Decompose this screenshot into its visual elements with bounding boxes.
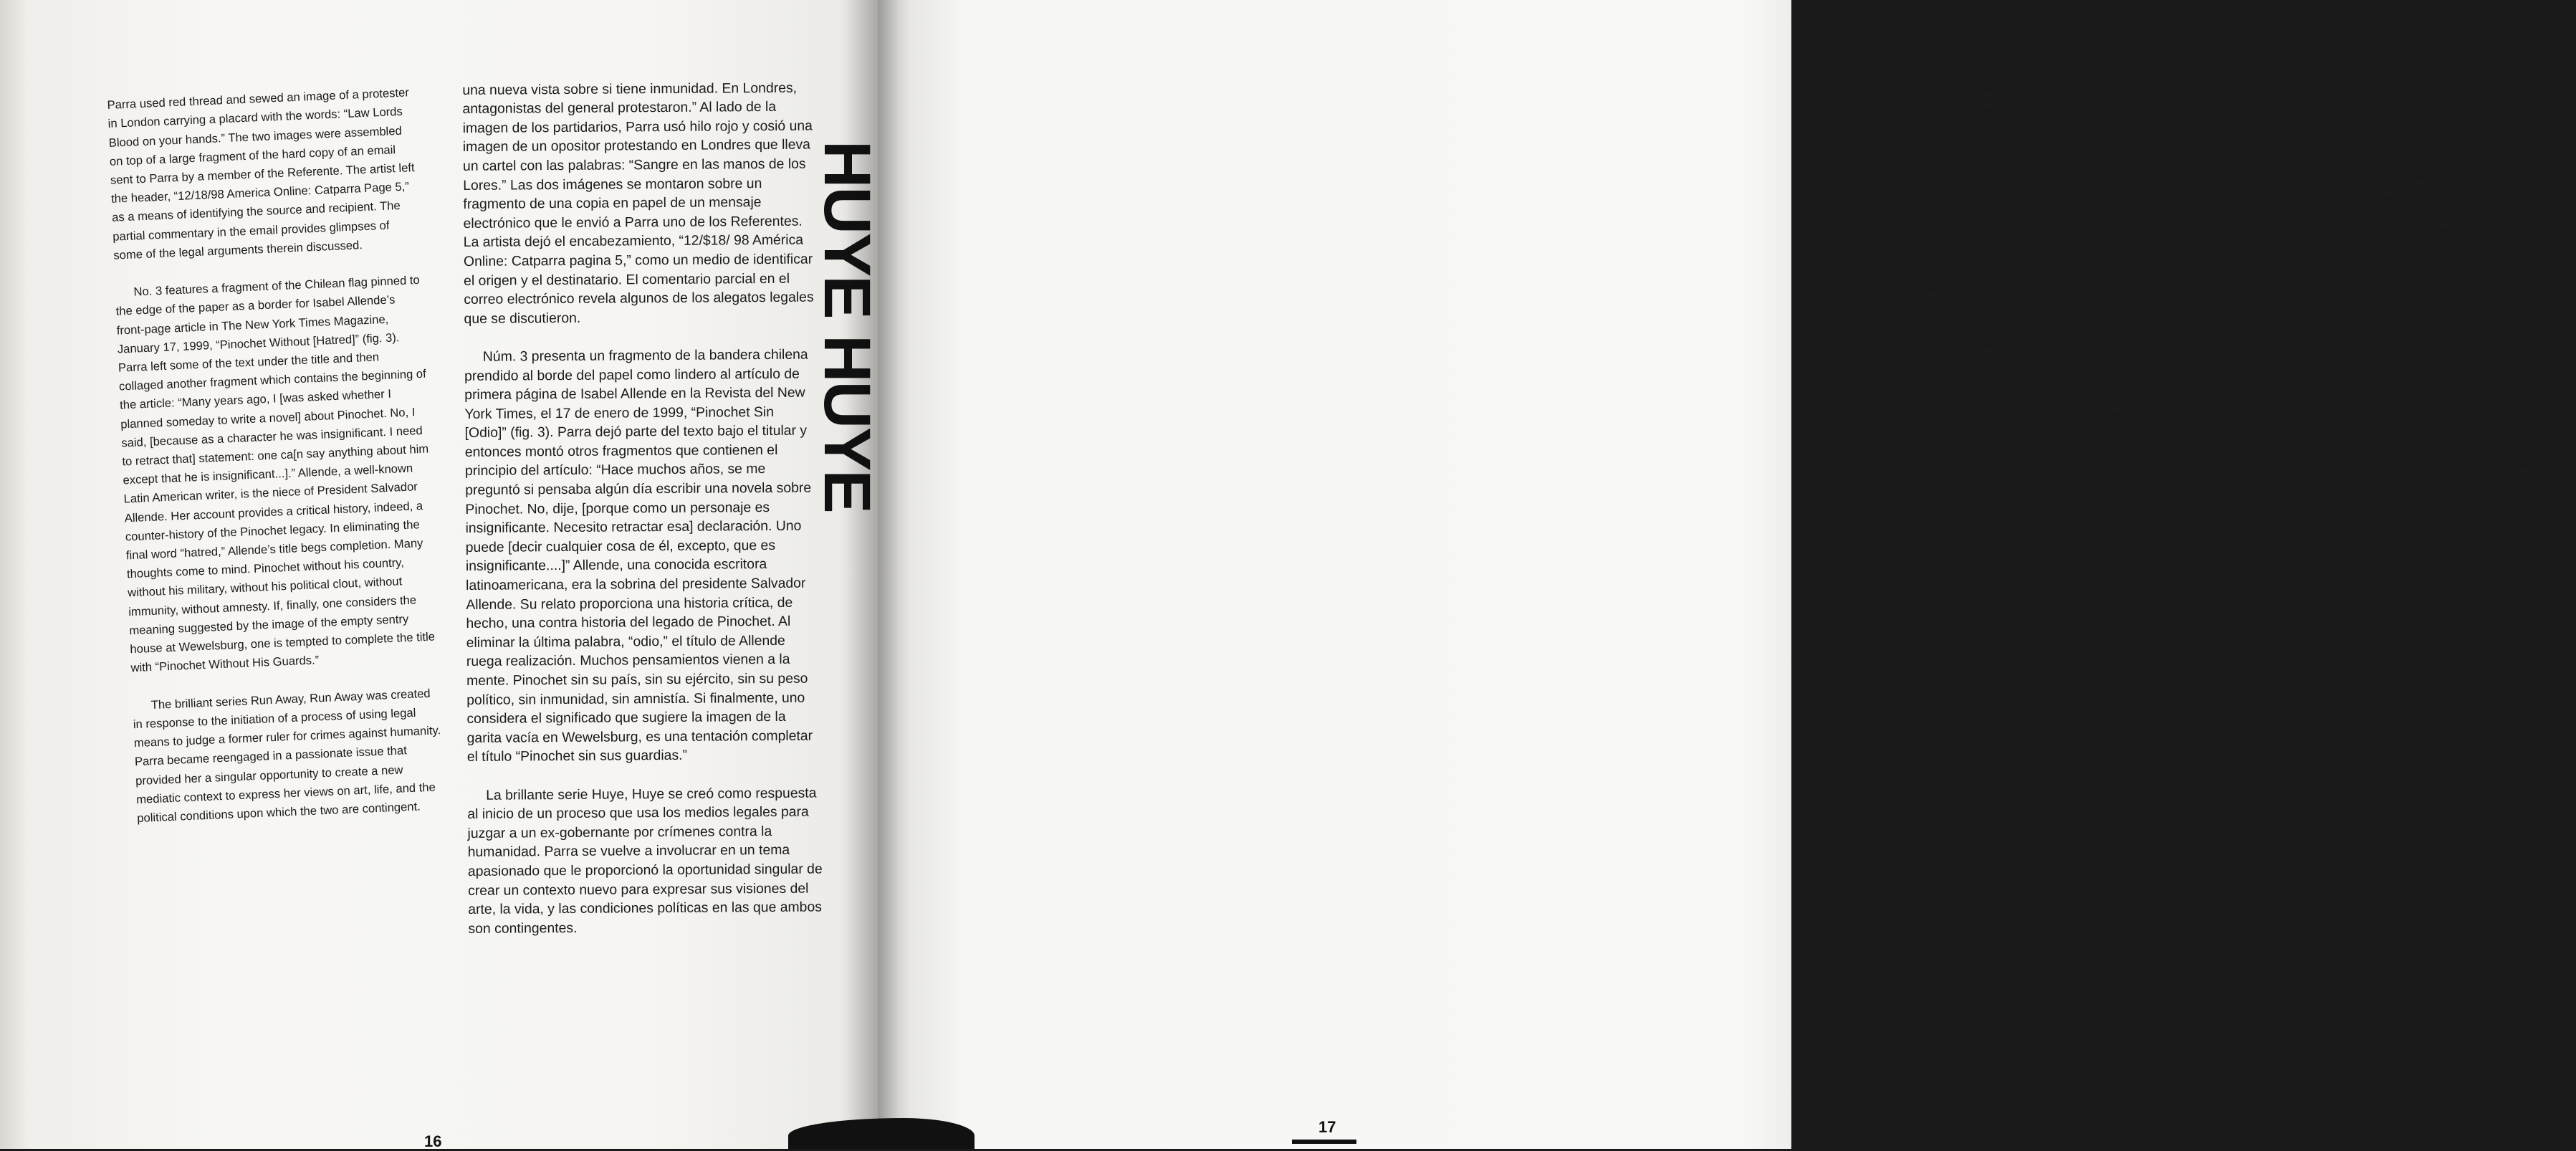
- endnote: [2231, 601, 2567, 630]
- endnote: [1842, 555, 2178, 581]
- endnote-text: Parra visited the castle when she taught art in the nearby town of Paderborn, Germany, in the summer of 1995. Author in conversation with the artist, March 9, 2000.: [1867, 467, 2163, 500]
- endnote-text: Pinochet, quien fue dictador de Chile de 1973 a 1990, recibió una orden de arresto provisional por el asesinato de ciudadanos españoles entre septiembre 11, 1973 y diciembre 31, 1983. Dos días más tarde el juez Baltazar Garzón emitió una segunda orden de arresto internacional, bajo acusaciones por delitos de genocidio y terrorismo.: [2260, 237, 2572, 295]
- endnote-number: 9: [1842, 511, 1847, 521]
- endnote: [1843, 422, 2180, 460]
- endnote-number: 1: [1846, 87, 1852, 98]
- endnote-number: 7: [1843, 422, 1848, 432]
- endnote: [1845, 220, 2183, 269]
- endnote-text: Para ese texto, Parra se apropió la mayoría del título de un libro que había leído por Karl Huser, Wewelsburg 1933–1945 Kult-und Terrorstätte der SS, Eine Dokumentation (Paderborn: Verlag Bonifatius, 1982).: [2256, 559, 2557, 596]
- english-endnotes: [1842, 87, 2183, 591]
- endnote: [2233, 370, 2572, 457]
- endnote-number: 6: [2234, 371, 2240, 381]
- paragraph: Núm. 3 presenta un fragmento de la bandera chilena prendido al borde del papel como lindero al artículo de primera página de Isabel Allende en la Revista del New York Times, el 17 de enero de 1999, “Pinochet Sin [Odio]” (fig. 3). Parra dejó parte del texto bajo el titular y entonces montó otros fragmentos que contienen el principio del artículo: “Hace muchos años, se me preguntó si pensaba algún día escribir una novela sobre Pinochet. No, dije, [porque como un personaje es insignificante. Necesito retractar esa] declaración. Uno puede [decir cualquier cosa de él, excepto, que es insignificante....]” Allende, una conocida escritora latinoamericana, era la sobrina del presidente Salvador Allende. Su relato proporciona una historia crítica, de hecho, una contra historia del legado de Pinochet. Al eliminar la última palabra, “odio,” el título de Allende ruega realización. Muchos pensamientos vienen a la mente. Pinochet sin su país, sin su ejército, sin su peso político, sin inmunidad, sin amnistía. Si finalmente, uno considera el significado que sugiere la imagen de la garita vacía en Wewelsburg, es una tentación completar el título “Pinochet sin sus guardias.”: [464, 346, 813, 765]
- endnote-number: 4: [1845, 220, 1850, 230]
- endnote-text: Pinochet, who was dictator of Chile 1973–90, received a provisional warrant for the murder of Spanish citizens in Chile between September 11, 1973 and December 31, 1983. Two days later, on October 18, Judge Baltasar Garzón in Madrid issued a second international warrant of arrest, alleging crimes of genocide and terrorism.: [1869, 221, 2179, 268]
- endnote: [1847, 87, 2183, 125]
- endnote: [1845, 187, 2182, 214]
- endnote-text: El 18 de enero, 1999, comenzaron nuevas audiencias en la Cámara de los Lores. El 24 de marzo los Lores judiciales denegaron la inmunidad a Pinochet.: [2255, 602, 2562, 629]
- right-page: [878, 0, 2574, 1149]
- endnote-text: Patricio Navia, candidato al doctorado en la facultad de política de la Universidad de Nueva York, creó el grupo, el cual se involucró en asuntos políticos y culturales de Chile. Después del arresto de Pinochet, Navia envió a los miembros del grupo artículos y comentarios sobre una variedad de asuntos acerca del desenvolvimiento en el caso del general retirado.: [2259, 304, 2568, 364]
- endnote: [1842, 466, 2179, 504]
- endnote-number: 3: [2237, 205, 2243, 216]
- endnote-number: 10: [1842, 555, 1852, 565]
- endnote: [1842, 510, 2179, 548]
- endnote-text: En las primeras etapas del caso, la defensa de Pinochet consideraba que ningún tribunal en Chile procesaría al ex-presidente porque él estaba protegido por una ley de amnistía que prohibía su proceso por cualquier delito cometido entre 1973–1978.: [2256, 460, 2565, 507]
- endnote: [2233, 459, 2570, 511]
- endnote: [2235, 303, 2572, 366]
- endnote: [2238, 138, 2575, 201]
- page-number-right: 17: [1318, 1118, 1336, 1136]
- endnote: [2239, 95, 2576, 135]
- paragraph: Parra used red thread and sewed an image of a protester in London carrying a placard with the words: “Law Lords Blood on your hands.” The two images were assembled on top of a large fragment of the hard copy of an email sent to Parra by a member of the Referente. The artist left the header, “12/18/98 America Online: Catparra Page 5,” as a means of identifying the source and recipient. The partial commentary in the email provides glimpses of some of the legal arguments therein discussed.: [107, 85, 415, 262]
- endnote-number: 3: [1845, 188, 1851, 198]
- gutter-shadow: [846, 0, 910, 1149]
- endnote-number: 10: [2231, 602, 2241, 613]
- endnote: [2236, 237, 2574, 300]
- endnote-text: For historical background on Parra’s early artistic development in Germany and Chile, see Julia P. Herzberg, “Reconstructions,” Catalina Parra in Retrospect (New York: Lehman College Art Gallery, 1992), 7–17.: [1870, 88, 2173, 123]
- left-page: [0, 0, 878, 1149]
- endnote: [1844, 343, 2181, 416]
- endnote-text: On October 28, the High Court ruled that Pinochet was immune from prosecution because he was a former head of state. As a result of this ruling, the Spanish Judge Baltasar Garzón asked for an appeal, and the case went to the House of Lords. On November 25, the Law Lords ruled that the former head of state was not immune from prosecution. Then Pinochet’s defense asked the Law Lords to reconsider that decision because one of the Law Lords had ties to Amnesty International.: [1867, 343, 2176, 414]
- paragraph: La brillante serie Huye, Huye se creó como respuesta al inicio de un proceso que usa los medios legales para juzgar a un ex-gobernante por crímenes contra la humanidad. Parra se vuelve a involucrar en un tema apasionado que le proporcionó la oportunidad singular de crear un contexto nuevo para expresar sus visiones del arte, la vida, y las condiciones políticas en las que ambos son contingentes.: [467, 785, 823, 937]
- endnote: [2232, 515, 2570, 555]
- endnote: [1846, 132, 2183, 181]
- endnote-text: El 28 de octubre, el tribunal superior falló que Pinochet era inmune a procesamiento por ser un ex-jefe de estado. Como resultado de este fallo, el juez español, Baltazar Garzón pidió una apelación y el caso fue a la Cámara de los Lores. El 25 de noviembre los Lores judiciales fallaron que el ex-jefe de estado no era inmune a procesamiento. Entonces la defensa de Pinochet pidió a los Lores judiciales que reconsideraran la decisión debido a que uno de los Lores tenía lazos con Amnistía Internacional.: [2258, 371, 2570, 452]
- endnote-number: 2: [2238, 138, 2244, 149]
- endnote-text: Patricio Navia, a Ph.D. candidate in the Department of Politics at New York University, created the group, which were involved in cultural and political issues in Chile. Following Pinochet’s arrest, Navia sent members of the group articles and commentaries covering a variety of issues regarding the retired general’s evolving case.: [1868, 276, 2173, 333]
- endnote-text: Parra visitó el castillo cuando enseñó artes en el cercano pueblo de Paderborn, Alemania en el verano de 1995. La autora conversando con la artista, marzo 9, 2000.: [2256, 515, 2555, 550]
- endnote-number: 5: [2236, 304, 2241, 315]
- endnote-text: A photomontage consists of fragments of images or of texts and images selected from printed material that are recombined to form a new composition. The newly assembled texts, which often include photographic material, interact to produce meanings different from those originally intended before the artist excised them.: [1869, 132, 2168, 180]
- endnote-number: 8: [1842, 467, 1848, 477]
- folio-rule: [1292, 1140, 1356, 1144]
- endnote-text: The full-page ad was written for IKEA’s winter sale, which was pitched to the public as a “runaway” sale.: [1869, 188, 2174, 210]
- endnote-number: 1: [2239, 95, 2244, 106]
- endnote-text: El anuncio de una pagina se escribió para la liquidación de invierno de IKEA, que se ofreció al público como una liquidación desenfrenada (runaway).: [2261, 206, 2567, 231]
- endnote: [1844, 276, 2182, 338]
- spanish-endnotes: [2231, 95, 2576, 639]
- endnote-text: Un fotomontaje consta de fragmentos de imágenes o de textos e imágenes seleccionados de material impreso que se recombinan para formar una composición nueva. Los nuevos textos remontados, que a menudo incluyen material fotográfico, se afectan mutuamente para producir significados diferentes a la intención original del artista antes de recortarlos.: [2261, 139, 2573, 199]
- endnote: [2231, 558, 2569, 598]
- endnote-number: 8: [2232, 515, 2238, 526]
- paragraph: una nueva vista sobre si tiene inmunidad. En Londres, antagonistas del general protestaron.” Al lado de la imagen de los partidarios, Parra usó hilo rojo y cosió una imagen de un opositor protestando en Londres que lleva un cartel con las palabras: “Sangre en las manos de los Lores.” Las dos imágenes se montaron sobre un fragmento de una copia en papel de un mensaje electrónico que le envió a Parra uno de los Referentes. La artista dejó el encabezamiento, “12/$18/ 98 América Online: Catparra pagina 5,” como un medio de identificar el origen y el destinatario. El comentario parcial en el correo electrónico revela algunos de los alegatos legales que se discutieron.: [462, 80, 814, 327]
- paragraph: No. 3 features a fragment of the Chilean flag pinned to the edge of the paper as a border for Isabel Allende’s front-page article in The New York Times Magazine, January 17, 1999, “Pinochet Without [Hatred]” (fig. 3). Parra left some of the text under the title and then collaged another fragment which contains the beginning of the article: “Many years ago, I [was asked whether I planned someday to write a novel] about Pinochet. No, I said, [because as a character he was insignificant. I need to retract that] statement: one ca[n say anything about him except that he is insignificant...].” Allende, a well-known Latin American writer, is the niece of President Salvador Allende. Her account provides a critical history, indeed, a counter-history of the Pinochet legacy. In eliminating the final word “hatred,” Allende’s title begs completion. Many thoughts come to mind. Pinochet without his country, without his military, without his political clout, without immunity, without amnesty. If, finally, one considers the meaning suggested by the image of the empty sentry house at Wewelsburg, one is tempted to complete the title with “Pinochet Without His Guards.”: [115, 273, 436, 675]
- english-text-column: [106, 65, 446, 846]
- endnote-number: 4: [2236, 237, 2242, 248]
- page-number-left: 16: [424, 1132, 442, 1150]
- paragraph: The brilliant series Run Away, Run Away was created in response to the initiation of a process of using legal means to judge a former ruler for crimes against humanity. Parra became reengaged in a passionate issue that provided her a singular opportunity to create a new mediatic context to express her views on art, life, and the political conditions upon which the two are contingent.: [133, 686, 441, 826]
- endnote-text: At that early stage in the case, Pinochet’s defense felt that no court in Chile would try the former president because he was covered by an amnesty law prohibiting his prosecution for any crimes committed between 1973 and 1978.: [1867, 423, 2180, 458]
- spanish-text-column: [462, 59, 823, 957]
- endnote-number: 7: [2233, 460, 2239, 471]
- endnote-number: 5: [1844, 276, 1849, 286]
- endnote-text: For that text Parra appropriated most of the title from a book she had read by Karl Huser, Wewelsburg 1933–1945 Kult- und Terrorstätte der SS, Eine Dokumentation (Paderborn: Verlag Bonifatius, 1982).: [1866, 511, 2170, 545]
- endnote-text: On January 18, 1999, new hearings began in the House of Lords. On March 24, the Law Lords denied Pinochet immunity.: [1866, 555, 2174, 578]
- endnote-number: 9: [2231, 558, 2237, 569]
- endnote-number: 2: [1846, 132, 1851, 142]
- endnote-number: 6: [1844, 343, 1849, 353]
- endnote: [2237, 205, 2574, 234]
- endnote-text: Para un fondo histórico en el principio del desarrollo artístico de Parra en Alemania y Chile, vea Julia P. Herzberg, “Reconstrucciones,” Catalina Parra en retrospectiva (Nueva York: Galería de Arte de Lehman College, 1992), 7–17.: [2263, 95, 2574, 133]
